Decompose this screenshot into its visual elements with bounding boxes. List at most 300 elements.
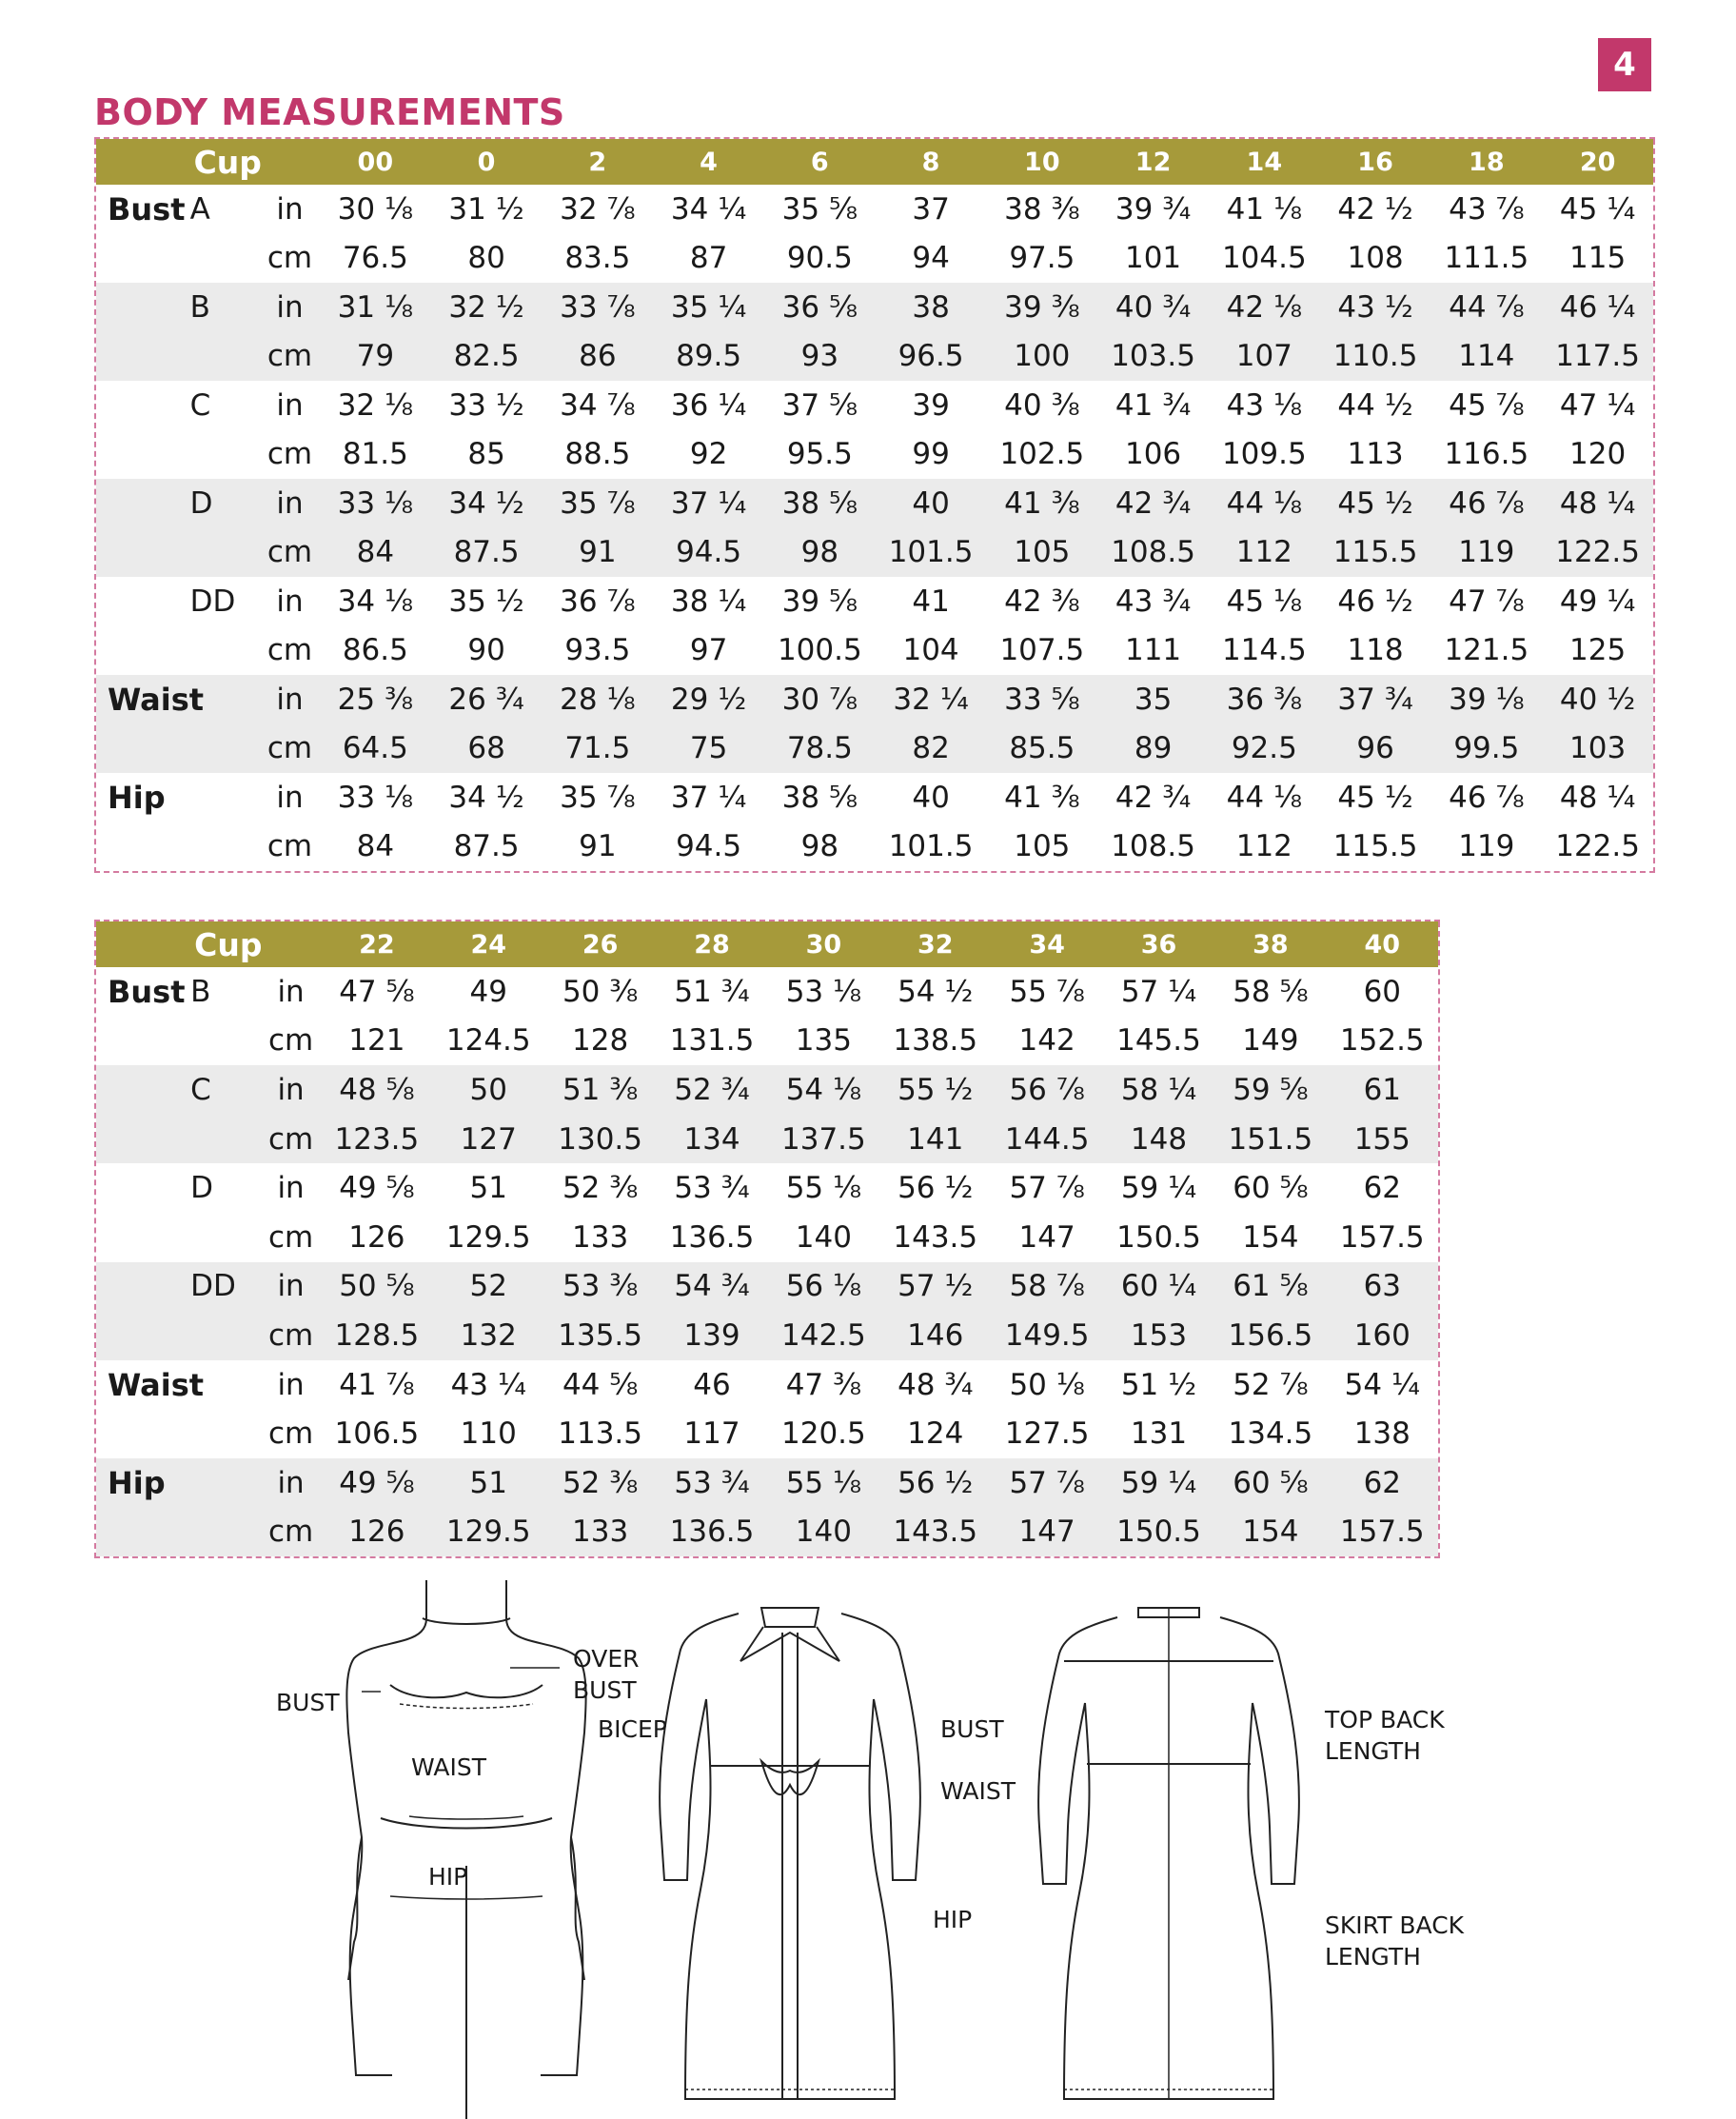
- cup-size: [190, 1409, 261, 1458]
- measurement-value: 46: [693, 1367, 731, 1402]
- measurement-value: 87: [689, 241, 728, 276]
- measurement-value: 49 ⅝: [339, 1171, 415, 1206]
- measurement-value: 112: [1235, 535, 1292, 570]
- measurement-name: Waist: [108, 681, 205, 718]
- measurement-value: 103.5: [1111, 339, 1195, 374]
- measurement-value: 57 ⅞: [1009, 1171, 1085, 1206]
- measurement-value: 37 ¼: [670, 780, 747, 815]
- measurement-value: 151.5: [1228, 1121, 1313, 1157]
- measurement-value: 39 ¾: [1115, 191, 1192, 227]
- cup-size: [190, 528, 260, 578]
- table-row: [96, 332, 1653, 382]
- measurement-value: 55 ⅛: [785, 1465, 862, 1500]
- measurement-value: 44 ⅛: [1226, 485, 1302, 521]
- size-header: 28: [694, 929, 730, 960]
- measurement-value: 142.5: [781, 1317, 866, 1353]
- measurement-value: 94.5: [676, 829, 742, 864]
- measurement-value: 46 ⅞: [1449, 780, 1525, 815]
- table-row: [96, 381, 1653, 430]
- measurement-value: 51 ⅜: [562, 1072, 639, 1107]
- cup-size: C: [190, 1072, 211, 1107]
- measurement-value: 37: [912, 191, 950, 227]
- measurement-name: [96, 626, 190, 676]
- measurement-value: 38 ⅝: [781, 485, 858, 521]
- measurement-value: 94.5: [676, 535, 742, 570]
- measurement-value: 104.5: [1221, 241, 1307, 276]
- back-skirt-back-length-label: SKIRT BACK LENGTH: [1325, 1911, 1465, 1970]
- unit: in: [276, 780, 304, 815]
- measurement-value: 64.5: [342, 731, 408, 766]
- table-1: [96, 139, 1653, 871]
- measurement-value: 43 ⅞: [1449, 191, 1525, 227]
- measurement-value: 34 ½: [448, 485, 524, 521]
- measurement-value: 49 ⅝: [339, 1465, 415, 1500]
- measurement-value: 135.5: [558, 1317, 643, 1353]
- measurement-value: 90.5: [786, 241, 853, 276]
- unit: in: [276, 289, 304, 325]
- cup-size: [190, 1213, 261, 1262]
- measurement-value: 55 ⅛: [785, 1171, 862, 1206]
- measurement-value: 30 ⅞: [781, 682, 858, 717]
- unit: in: [277, 1269, 305, 1304]
- measurement-value: 119: [1458, 535, 1515, 570]
- size-header: 24: [470, 929, 507, 960]
- measurement-value: 100: [1014, 339, 1071, 374]
- measurement-value: 106.5: [334, 1416, 420, 1452]
- measurement-value: 152.5: [1339, 1023, 1425, 1059]
- measurement-value: 131.5: [669, 1023, 755, 1059]
- size-header: 14: [1246, 147, 1283, 177]
- measurement-value: 47 ⅜: [785, 1367, 862, 1402]
- table-row: [96, 185, 1653, 234]
- measurement-value: 52 ⅜: [562, 1171, 639, 1206]
- measurement-value: 116.5: [1444, 437, 1529, 472]
- measurement-value: 78.5: [786, 731, 853, 766]
- measurement-name: [96, 822, 190, 872]
- measurement-value: 111.5: [1444, 241, 1529, 276]
- measurement-value: 55 ½: [898, 1072, 974, 1107]
- measurement-value: 53 ⅛: [785, 974, 862, 1009]
- measurement-value: 45 ⅛: [1226, 584, 1302, 619]
- measurement-value: 108.5: [1111, 829, 1195, 864]
- measurement-value: 109.5: [1221, 437, 1307, 472]
- unit: in: [277, 1072, 305, 1107]
- table-row: [96, 773, 1653, 822]
- measurement-value: 82: [912, 731, 950, 766]
- table-row: [96, 1017, 1438, 1066]
- measurement-value: 46 ¼: [1559, 289, 1636, 325]
- table-row: [96, 822, 1653, 872]
- unit: in: [276, 584, 304, 619]
- measurement-value: 53 ¾: [674, 1171, 750, 1206]
- measurement-value: 62: [1363, 1465, 1402, 1500]
- measurement-value: 38 ¼: [670, 584, 747, 619]
- measurement-value: 99: [912, 437, 950, 472]
- measurement-name: Bust: [108, 973, 186, 1010]
- measurement-value: 143.5: [893, 1219, 978, 1255]
- measurement-value: 111: [1124, 633, 1182, 668]
- measurement-value: 103: [1569, 731, 1627, 766]
- measurement-value: 40 ¾: [1115, 289, 1192, 325]
- measurement-value: 33 ⅛: [337, 485, 413, 521]
- measurement-value: 125: [1569, 633, 1627, 668]
- measurement-value: 49 ¼: [1559, 584, 1636, 619]
- measurement-value: 43 ⅛: [1226, 387, 1302, 423]
- size-header: 00: [357, 147, 394, 177]
- measurement-value: 42 ½: [1337, 191, 1413, 227]
- measurement-value: 59 ¼: [1120, 1171, 1197, 1206]
- table-row: [96, 430, 1653, 480]
- measurement-value: 40: [912, 485, 950, 521]
- measurement-value: 33 ⅝: [1004, 682, 1080, 717]
- measurement-value: 110: [460, 1416, 517, 1452]
- unit: in: [276, 387, 304, 423]
- measurement-value: 34 ¼: [670, 191, 747, 227]
- cup-size: [190, 1311, 261, 1360]
- measurement-value: 36 ⅞: [560, 584, 636, 619]
- cup-size: B: [189, 289, 210, 325]
- back-top-back-length-label: TOP BACK LENGTH: [1325, 1706, 1445, 1765]
- measurement-value: 35: [1134, 682, 1173, 717]
- measurement-value: 87.5: [453, 535, 520, 570]
- size-header: 10: [1024, 147, 1060, 177]
- measurement-value: 36 ¼: [670, 387, 747, 423]
- measurement-value: 52 ⅞: [1233, 1367, 1309, 1402]
- measurement-value: 33 ⅞: [560, 289, 636, 325]
- measurement-value: 41 ⅞: [339, 1367, 415, 1402]
- measurement-value: 127.5: [1004, 1416, 1090, 1452]
- measurement-value: 140: [795, 1219, 852, 1255]
- measurement-value: 133: [572, 1515, 629, 1550]
- measurement-value: 32 ⅞: [560, 191, 636, 227]
- body-hip-label: HIP: [428, 1863, 468, 1891]
- measurement-value: 50 ⅛: [1009, 1367, 1085, 1402]
- measurement-value: 154: [1242, 1219, 1299, 1255]
- table-row: [96, 479, 1653, 528]
- measurement-name: [96, 1065, 190, 1115]
- measurement-value: 34 ⅞: [560, 387, 636, 423]
- measurement-value: 127: [460, 1121, 517, 1157]
- table-row: [96, 1213, 1438, 1262]
- header-blank: [96, 139, 190, 185]
- cup-size: [190, 234, 260, 284]
- measurement-value: 46 ½: [1337, 584, 1413, 619]
- unit: in: [276, 485, 304, 521]
- measurement-value: 117.5: [1555, 339, 1640, 374]
- measurement-value: 42 ⅜: [1004, 584, 1080, 619]
- measurement-value: 139: [683, 1317, 740, 1353]
- measurement-value: 57 ¼: [1120, 974, 1197, 1009]
- measurement-value: 128.5: [334, 1317, 420, 1353]
- measurement-value: 53 ¾: [674, 1465, 750, 1500]
- measurement-value: 123.5: [334, 1121, 420, 1157]
- measurement-value: 81.5: [342, 437, 408, 472]
- measurement-value: 153: [1130, 1317, 1188, 1353]
- measurement-value: 131: [1130, 1416, 1188, 1452]
- cup-size: [190, 773, 260, 822]
- measurement-name: [96, 479, 190, 528]
- measurement-value: 60: [1363, 974, 1402, 1009]
- measurement-value: 126: [348, 1219, 405, 1255]
- measurement-name: [96, 724, 190, 774]
- table-row: [96, 1458, 1438, 1508]
- unit: cm: [267, 1023, 314, 1059]
- measurement-value: 87.5: [453, 829, 520, 864]
- measurement-value: 48 ¾: [898, 1367, 974, 1402]
- table-row: [96, 577, 1653, 626]
- measurement-value: 106: [1124, 437, 1182, 472]
- body-figure-illustration: [324, 1580, 609, 2119]
- measurement-value: 138.5: [893, 1023, 978, 1059]
- cup-size: DD: [189, 584, 236, 619]
- measurement-value: 40 ⅜: [1004, 387, 1080, 423]
- front-hip-label: HIP: [933, 1906, 973, 1933]
- measurement-value: 44 ⅞: [1449, 289, 1525, 325]
- measurement-value: 57 ⅞: [1009, 1465, 1085, 1500]
- measurement-value: 38 ⅜: [1004, 191, 1080, 227]
- measurement-value: 31 ½: [448, 191, 524, 227]
- measurement-value: 35 ½: [448, 584, 524, 619]
- measurement-value: 121: [348, 1023, 405, 1059]
- measurement-value: 85: [467, 437, 505, 472]
- measurement-value: 101: [1124, 241, 1182, 276]
- measurement-value: 101.5: [888, 829, 974, 864]
- measurement-value: 97.5: [1009, 241, 1075, 276]
- measurement-value: 39 ⅛: [1449, 682, 1525, 717]
- measurement-name: [96, 1163, 190, 1213]
- front-bicep-label: BICEP: [598, 1715, 667, 1743]
- page-number-badge: 4: [1598, 38, 1651, 91]
- measurement-value: 130.5: [558, 1121, 643, 1157]
- measurement-value: 53 ⅜: [562, 1269, 639, 1304]
- measurement-name: [96, 1262, 190, 1312]
- measurement-name: [96, 332, 190, 382]
- measurement-name: [96, 283, 190, 332]
- cup-size: [190, 1458, 261, 1508]
- measurement-value: 50 ⅜: [562, 974, 639, 1009]
- measurement-value: 38 ⅝: [781, 780, 858, 815]
- measurement-name: [96, 430, 190, 480]
- table-row: [96, 1311, 1438, 1360]
- table-row: [96, 1262, 1438, 1312]
- measurement-value: 136.5: [669, 1515, 755, 1550]
- measurement-value: 96: [1356, 731, 1394, 766]
- size-header: 32: [917, 929, 954, 960]
- table-header-row: [96, 139, 1653, 185]
- measurement-value: 36 ⅝: [781, 289, 858, 325]
- measurement-value: 33 ½: [448, 387, 524, 423]
- measurement-value: 155: [1353, 1121, 1410, 1157]
- cup-size: [190, 1115, 261, 1164]
- back-dress-illustration: [1026, 1604, 1312, 2119]
- measurement-value: 29 ½: [670, 682, 747, 717]
- measurement-value: 93.5: [564, 633, 631, 668]
- measurement-name: [96, 528, 190, 578]
- measurement-value: 96.5: [898, 339, 964, 374]
- cup-size: D: [189, 485, 213, 521]
- measurement-value: 37 ¼: [670, 485, 747, 521]
- size-header: 4: [700, 147, 718, 177]
- measurement-name: [96, 1311, 190, 1360]
- unit: cm: [267, 1416, 314, 1452]
- table-row: [96, 724, 1653, 774]
- measurement-value: 68: [467, 731, 505, 766]
- measurement-value: 58 ⅞: [1009, 1269, 1085, 1304]
- measurement-value: 95.5: [786, 437, 853, 472]
- measurement-value: 41 ⅛: [1226, 191, 1302, 227]
- front-dress-illustration: [647, 1604, 933, 2119]
- measurement-value: 150.5: [1116, 1219, 1201, 1255]
- unit: cm: [267, 1121, 314, 1157]
- measurement-name: [96, 1409, 190, 1458]
- measurement-value: 58 ¼: [1120, 1072, 1197, 1107]
- measurement-value: 60 ⅝: [1233, 1465, 1309, 1500]
- measurement-name: [96, 1508, 190, 1557]
- measurement-value: 150.5: [1116, 1515, 1201, 1550]
- measurement-value: 143.5: [893, 1515, 978, 1550]
- measurement-value: 46 ⅞: [1449, 485, 1525, 521]
- measurement-value: 94: [912, 241, 950, 276]
- cup-size: [190, 822, 260, 872]
- measurement-value: 58 ⅝: [1233, 974, 1309, 1009]
- cup-size: [190, 724, 260, 774]
- unit: in: [276, 191, 304, 227]
- table-row: [96, 1508, 1438, 1557]
- front-bust-label: BUST: [940, 1715, 1004, 1743]
- size-header: 6: [810, 147, 829, 177]
- unit: cm: [266, 339, 313, 374]
- measurement-value: 134.5: [1228, 1416, 1313, 1452]
- measurement-value: 51: [469, 1465, 507, 1500]
- measurement-value: 31 ⅛: [337, 289, 413, 325]
- measurement-value: 47 ⅝: [339, 974, 415, 1009]
- measurement-value: 134: [683, 1121, 740, 1157]
- measurement-value: 35 ¼: [670, 289, 747, 325]
- measurement-value: 157.5: [1339, 1515, 1425, 1550]
- measurement-value: 48 ¼: [1559, 485, 1636, 521]
- measurement-name: [96, 577, 190, 626]
- measurement-value: 41 ¾: [1115, 387, 1192, 423]
- measurement-value: 136.5: [669, 1219, 755, 1255]
- measurement-value: 37 ⅝: [781, 387, 858, 423]
- measurement-value: 32 ½: [448, 289, 524, 325]
- unit: in: [277, 974, 305, 1009]
- measurement-value: 41 ⅜: [1004, 485, 1080, 521]
- measurement-value: 84: [356, 535, 395, 570]
- measurement-value: 42 ⅛: [1226, 289, 1302, 325]
- measurement-value: 38: [912, 289, 950, 325]
- unit: cm: [267, 1515, 314, 1550]
- unit: cm: [267, 1317, 314, 1353]
- measurement-value: 107: [1235, 339, 1292, 374]
- measurement-value: 112: [1235, 829, 1292, 864]
- unit: cm: [266, 731, 313, 766]
- unit: in: [277, 1171, 305, 1206]
- size-header: 38: [1253, 929, 1289, 960]
- measurement-figures: [0, 1580, 1736, 2119]
- cup-header: Cup: [194, 925, 263, 963]
- cup-size: [190, 1017, 261, 1066]
- measurement-value: 120: [1569, 437, 1627, 472]
- measurement-value: 113.5: [558, 1416, 643, 1452]
- table-2: [96, 921, 1438, 1556]
- measurement-value: 147: [1018, 1219, 1075, 1255]
- measurement-name: [96, 381, 190, 430]
- measurement-value: 75: [689, 731, 728, 766]
- measurement-value: 124.5: [445, 1023, 531, 1059]
- measurement-value: 88.5: [564, 437, 631, 472]
- measurement-value: 59 ¼: [1120, 1465, 1197, 1500]
- measurement-value: 25 ⅜: [337, 682, 413, 717]
- measurement-value: 93: [800, 339, 839, 374]
- measurement-value: 115.5: [1332, 829, 1418, 864]
- measurement-value: 105: [1014, 535, 1071, 570]
- measurement-value: 138: [1353, 1416, 1410, 1452]
- measurement-value: 52 ⅜: [562, 1465, 639, 1500]
- measurement-value: 76.5: [342, 241, 408, 276]
- measurement-value: 92: [689, 437, 728, 472]
- body-waist-label: WAIST: [411, 1753, 486, 1781]
- unit: cm: [266, 829, 313, 864]
- measurement-value: 160: [1353, 1317, 1410, 1353]
- table-header-row: [96, 921, 1438, 967]
- measurement-value: 89: [1134, 731, 1173, 766]
- measurement-value: 33 ⅛: [337, 780, 413, 815]
- measurement-value: 34 ⅛: [337, 584, 413, 619]
- measurement-value: 41: [912, 584, 950, 619]
- measurement-value: 39 ⅝: [781, 584, 858, 619]
- unit: in: [277, 1367, 305, 1402]
- measurement-value: 100.5: [777, 633, 862, 668]
- measurement-value: 60 ⅝: [1233, 1171, 1309, 1206]
- measurement-value: 43 ¼: [450, 1367, 526, 1402]
- unit: cm: [266, 241, 313, 276]
- measurement-value: 71.5: [564, 731, 631, 766]
- measurement-value: 37 ¾: [1337, 682, 1413, 717]
- measurement-value: 121.5: [1444, 633, 1529, 668]
- measurement-value: 56 ½: [898, 1171, 974, 1206]
- measurement-value: 107.5: [999, 633, 1085, 668]
- measurement-value: 124: [907, 1416, 964, 1452]
- measurement-value: 102.5: [999, 437, 1085, 472]
- measurement-value: 52 ¾: [674, 1072, 750, 1107]
- size-header: 16: [1357, 147, 1393, 177]
- measurement-value: 85.5: [1009, 731, 1075, 766]
- measurement-value: 54 ¾: [674, 1269, 750, 1304]
- measurement-value: 122.5: [1555, 535, 1640, 570]
- measurement-value: 35 ⅝: [781, 191, 858, 227]
- measurement-value: 114.5: [1221, 633, 1307, 668]
- measurement-value: 98: [800, 535, 839, 570]
- cup-size: D: [190, 1171, 213, 1206]
- measurement-value: 101.5: [888, 535, 974, 570]
- measurement-value: 133: [572, 1219, 629, 1255]
- measurement-value: 146: [907, 1317, 964, 1353]
- measurement-value: 147: [1018, 1515, 1075, 1550]
- size-header: 26: [582, 929, 619, 960]
- table-row: [96, 234, 1653, 284]
- measurement-value: 42 ¾: [1115, 485, 1192, 521]
- measurement-name: Bust: [108, 190, 186, 228]
- measurement-value: 60 ¼: [1120, 1269, 1197, 1304]
- measurement-value: 154: [1242, 1515, 1299, 1550]
- measurement-value: 45 ¼: [1559, 191, 1636, 227]
- measurement-value: 91: [579, 829, 617, 864]
- measurement-value: 137.5: [781, 1121, 866, 1157]
- measurement-value: 43 ¾: [1115, 584, 1192, 619]
- measurement-value: 128: [572, 1023, 629, 1059]
- measurement-value: 132: [460, 1317, 517, 1353]
